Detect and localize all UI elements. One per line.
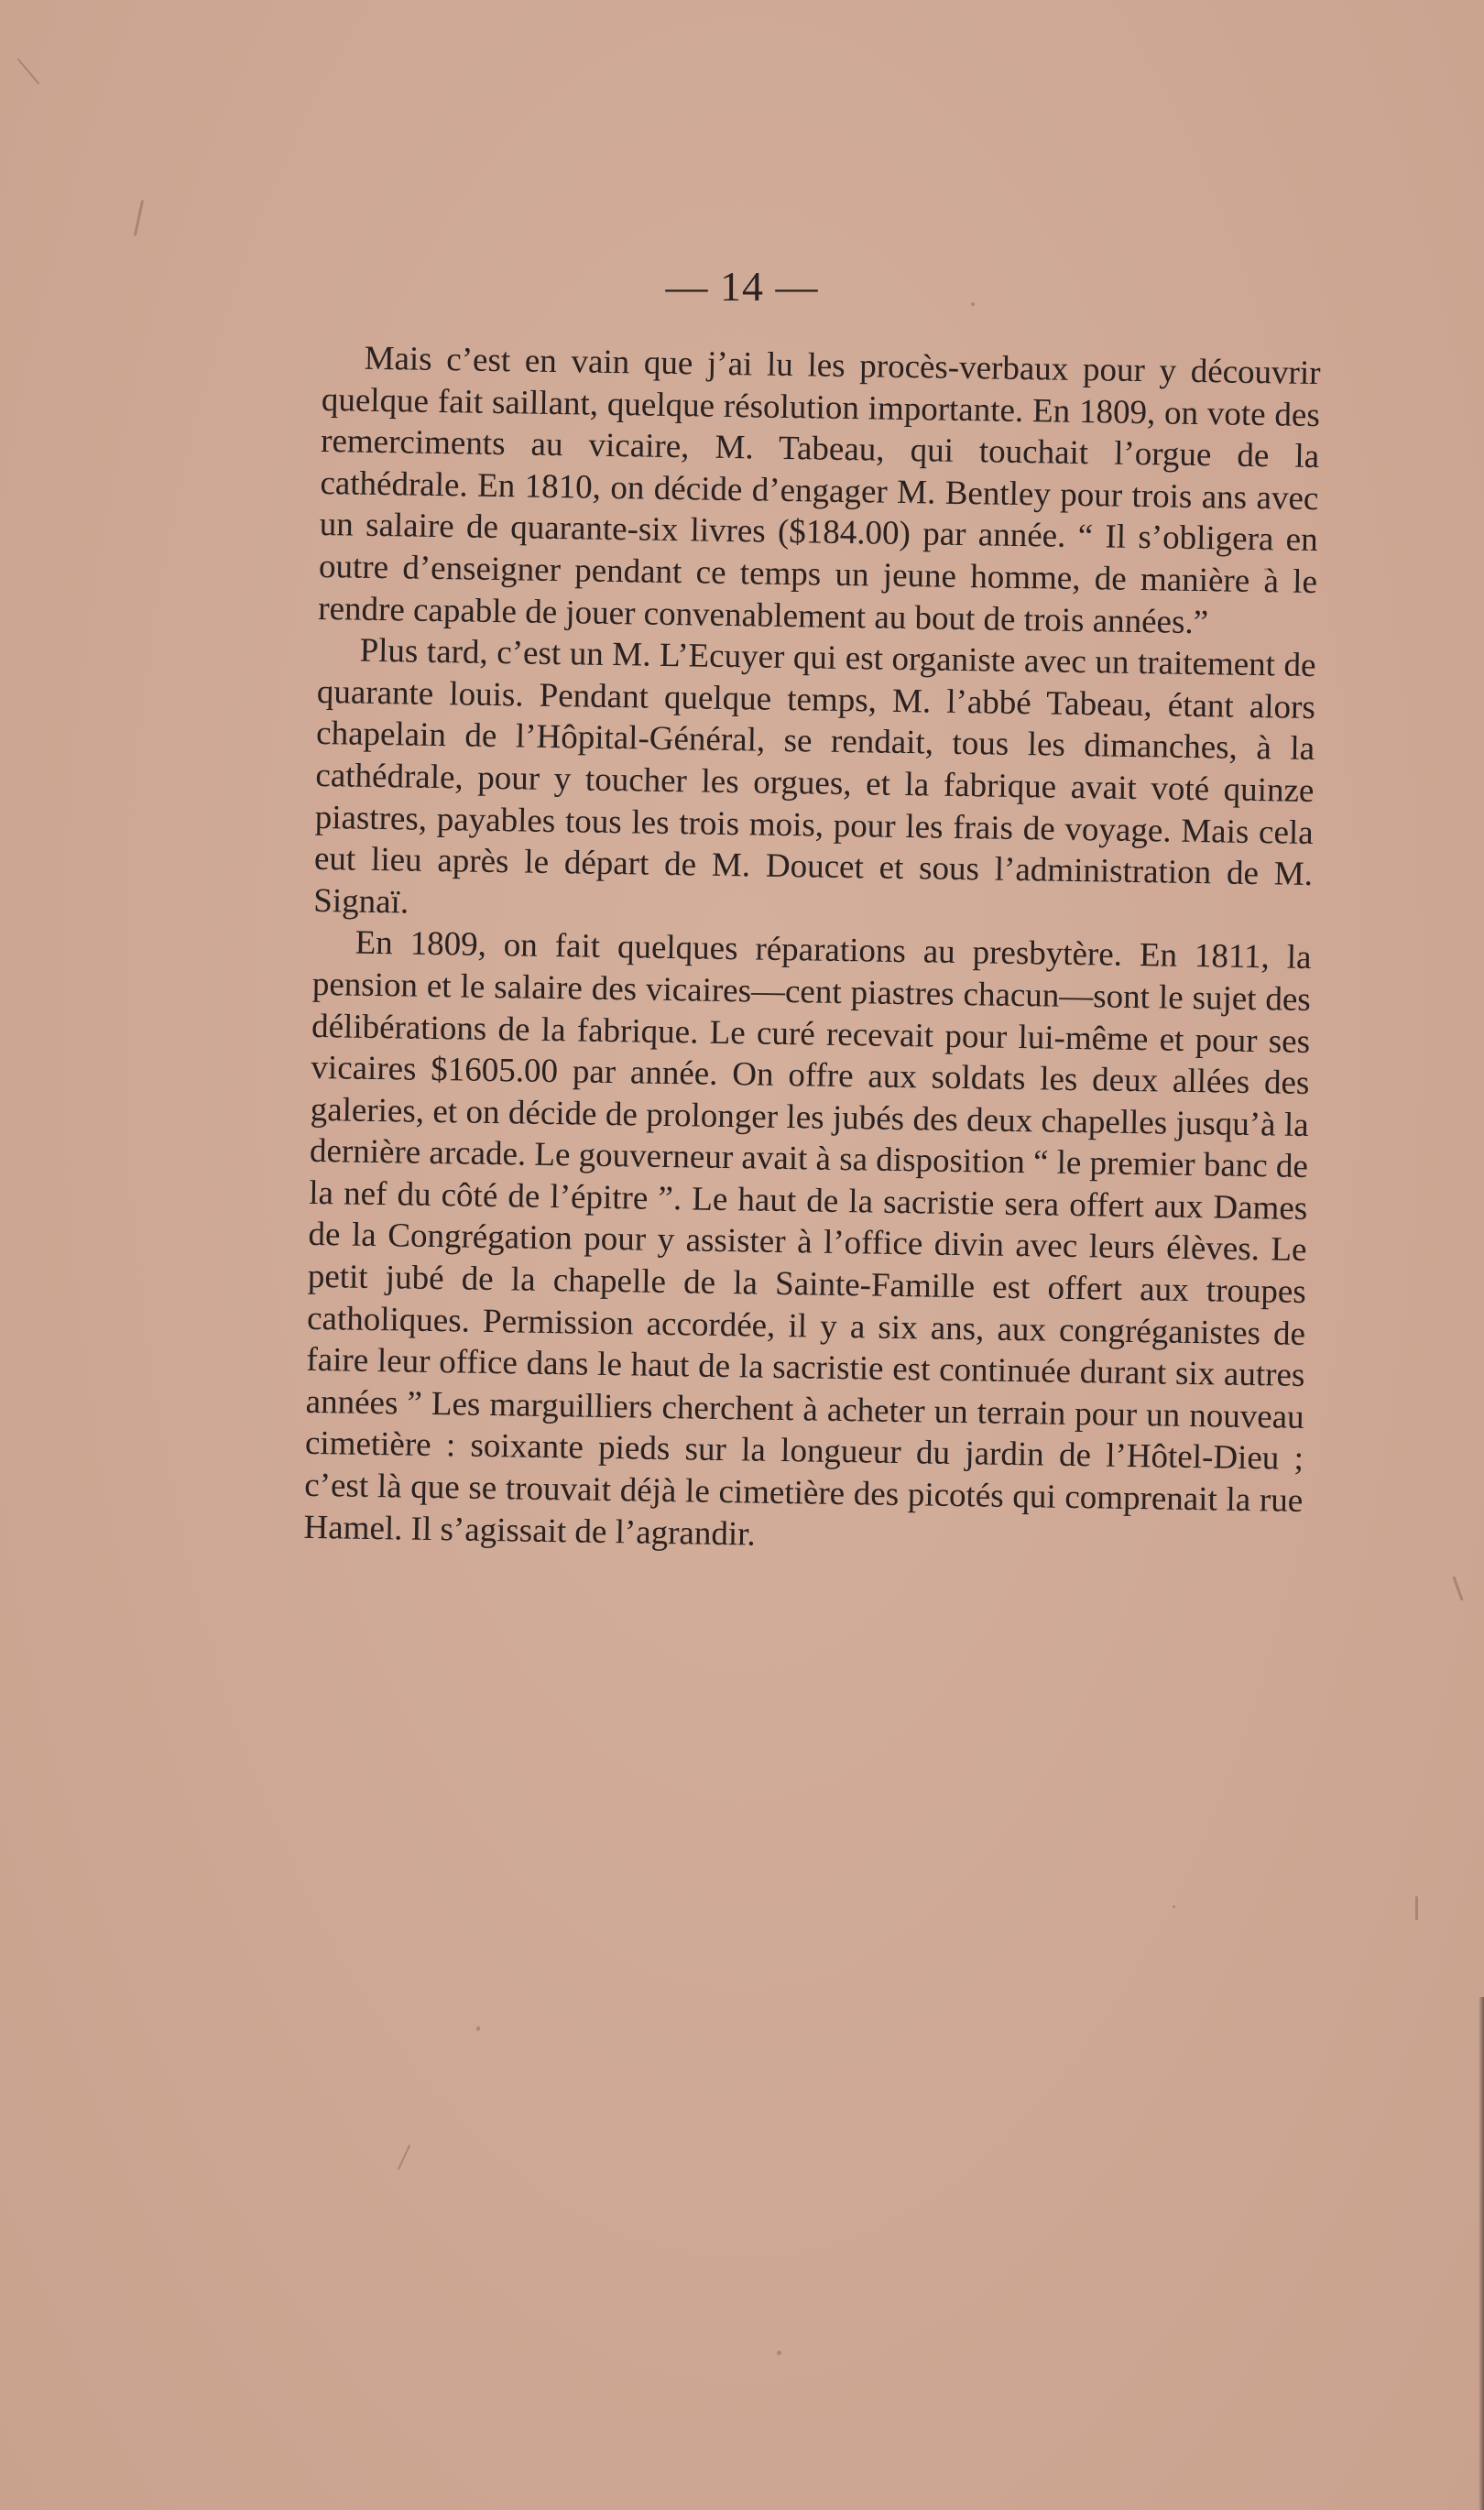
paper-speck: [398, 2144, 410, 2170]
body-text: [303, 337, 1321, 1564]
paper-speck: [134, 200, 144, 236]
page-edge-shadow: [1479, 1997, 1484, 2510]
paper-speck: [476, 2026, 480, 2031]
paper-speck: [1173, 1905, 1175, 1908]
paper-speck: [777, 2351, 781, 2355]
paper-speck: [17, 59, 40, 85]
paper-speck: [1415, 1896, 1418, 1920]
paragraph-1: Mais c’est en vain que j’ai lu les procès-verbaux pour y découvrir quelque fait saillant, quelque résolution importante. En 1809, on vote des remerciments au vicaire, M. Tabeau, qui touchait l’orgue de la cathédrale. En 1810, on décide d’engager M. Bentley pour trois ans avec un salaire de quarante-six livres ($184.00) par année. “ Il s’obligera en outre d’enseigner pendant ce temps un jeune homme, de manière à le rendre capable de jouer convenablement au bout de trois années.”: [318, 339, 1321, 641]
paper-speck: [1452, 1576, 1463, 1600]
page-number: — 14 —: [665, 263, 819, 310]
paragraph-3: En 1809, on fait quelques réparations au presbytère. En 1811, la pension et le salaire des vicaires—cent piastres chacun—sont le sujet des délibérations de la fabrique. Le curé recevait pour lui-même et pour ses vicaires $1605.00 par année. On offre aux soldats les deux allées des galeries, et on décide de prolonger les jubés des deux chapelles jusqu’à la dernière arcade. Le gouverneur avait à sa disposition “ le premier banc de la nef du côté de l’épitre ”. Le haut de la sacristie sera offert aux Dames de la Congrégation pour y assister à l’office divin avec leurs élèves. Le petit jubé de la chapelle de la Sainte-Famille est offert aux troupes catholiques. Permission accordée, il y a six ans, aux congréganistes de faire leur office dans le haut de la sacristie est continuée durant six autres années ” Les marguilliers cherchent à acheter un terrain pour un nouveau cimetière : soixante pieds sur la longueur du jardin de l’Hôtel-Dieu ; c’est là que se trouvait déjà le cimetière des picotés qui comprenait la rue Hamel. Il s’agissait de l’agrandir.: [303, 923, 1312, 1554]
paragraph-2: Plus tard, c’est un M. L’Ecuyer qui est organiste avec un traitement de quarante louis. Pendant quelque temps, M. l’abbé Tabeau, étant alors chapelain de l’Hôpital-Général, se rendait, tous les dimanches, à la cathédrale, pour y toucher les orgues, et la fabrique avait voté quinze piastres, payables tous les trois mois, pour les frais de voyage. Mais cela eut lieu après le départ de M. Doucet et sous l’administration de M. Signaï.: [313, 631, 1316, 922]
